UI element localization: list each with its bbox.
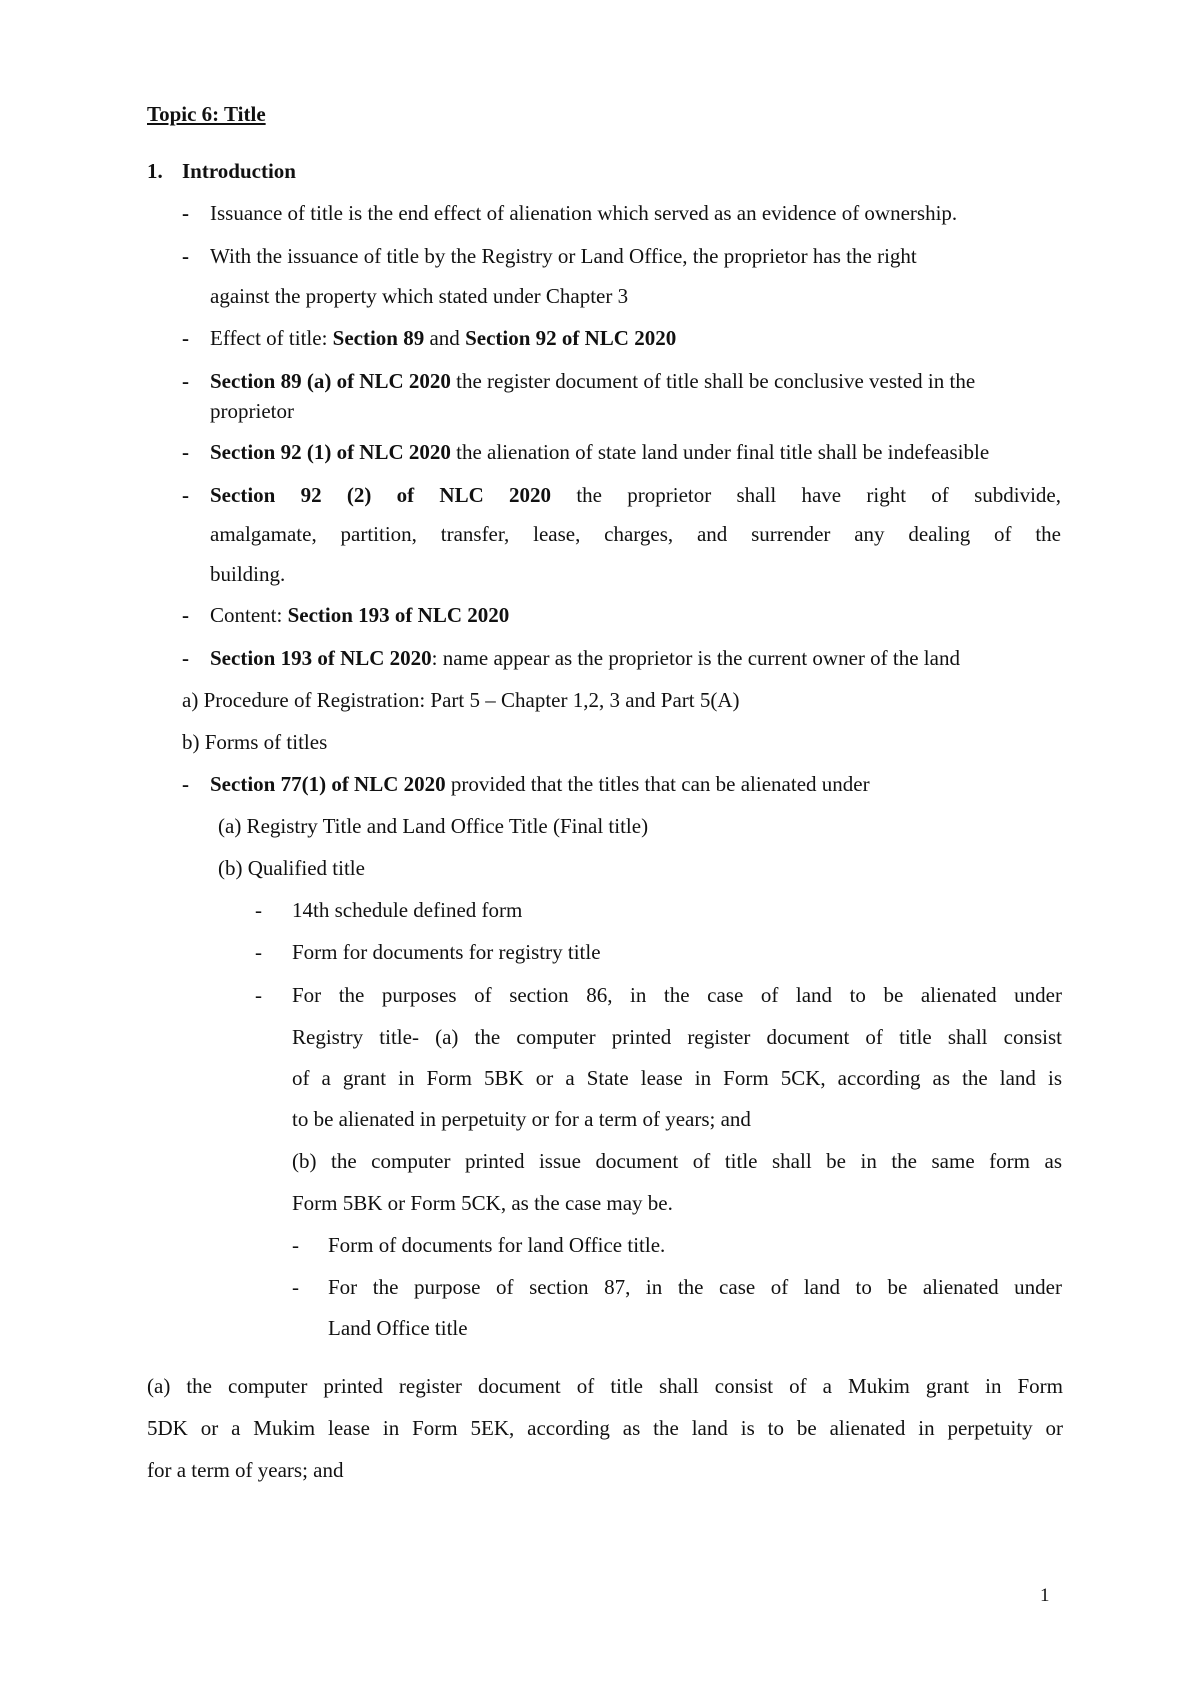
bullet-text: against the property which stated under Chapter 3 [210, 284, 629, 308]
bullet-text: Effect of title: Section 89 and Section 92 of NLC 2020 [210, 326, 677, 350]
bullet-text: Issuance of title is the end effect of alienation which served as an evidence of ownership. [210, 201, 958, 225]
paragraph-line: 5DK or a Mukim lease in Form 5EK, according as the land is to be alienated in perpetuity or [147, 1416, 1063, 1440]
list-item-a: a) Procedure of Registration: Part 5 – Chapter 1,2, 3 and Part 5(A) [182, 688, 740, 712]
sub-bullet-text: Form 5BK or Form 5CK, as the case may be. [292, 1191, 673, 1215]
bullet-dash: - [182, 201, 189, 225]
bullet-text: Section 92 (1) of NLC 2020 the alienation of state land under final title shall be indefeasible [210, 440, 990, 464]
paragraph-line: for a term of years; and [147, 1458, 344, 1482]
bullet-dash: - [182, 483, 189, 507]
bullet-dash: - [182, 772, 189, 796]
sub-bullet-text: of a grant in Form 5BK or a State lease in Form 5CK, according as the land is [292, 1066, 1062, 1090]
section-number: 1. [147, 159, 163, 183]
sub-sub-bullet-dash: - [292, 1233, 299, 1257]
sub-bullet-dash: - [255, 898, 262, 922]
bullet-dash: - [182, 646, 189, 670]
sub-bullet-text: (b) the computer printed issue document of title shall be in the same form as [292, 1149, 1062, 1173]
sub-item-b: (b) Qualified title [218, 856, 365, 880]
sub-sub-bullet-text: Form of documents for land Office title. [328, 1233, 666, 1257]
bullet-text: Section 193 of NLC 2020: name appear as the proprietor is the current owner of the land [210, 646, 960, 670]
sub-bullet-text: to be alienated in perpetuity or for a term of years; and [292, 1107, 751, 1131]
paragraph-line: (a) the computer printed register document of title shall consist of a Mukim grant in Form [147, 1374, 1063, 1398]
bullet-text: Section 92 (2) of NLC 2020 the proprietor shall have right of subdivide, [210, 483, 1061, 507]
sub-item-a: (a) Registry Title and Land Office Title (Final title) [218, 814, 649, 838]
sub-bullet-text: Registry title- (a) the computer printed register document of title shall consist [292, 1025, 1062, 1049]
section-heading: Introduction [182, 159, 296, 183]
bullet-text: amalgamate, partition, transfer, lease, charges, and surrender any dealing of the [210, 522, 1061, 546]
sub-bullet-text: 14th schedule defined form [292, 898, 523, 922]
sub-sub-bullet-text: For the purpose of section 87, in the case of land to be alienated under [328, 1275, 1062, 1299]
bullet-text: Section 77(1) of NLC 2020 provided that the titles that can be alienated under [210, 772, 870, 796]
bullet-dash: - [182, 440, 189, 464]
page-title: Topic 6: Title [147, 102, 266, 126]
sub-bullet-dash: - [255, 940, 262, 964]
bullet-dash: - [182, 369, 189, 393]
sub-bullet-dash: - [255, 983, 262, 1007]
bullet-dash: - [182, 244, 189, 268]
sub-bullet-text: Form for documents for registry title [292, 940, 601, 964]
bullet-text: Content: Section 193 of NLC 2020 [210, 603, 510, 627]
bullet-text: Section 89 (a) of NLC 2020 the register document of title shall be conclusive vested in the [210, 369, 976, 393]
list-item-b: b) Forms of titles [182, 730, 328, 754]
sub-sub-bullet-text: Land Office title [328, 1316, 468, 1340]
bullet-text: building. [210, 562, 286, 586]
page-number: 1 [1040, 1585, 1050, 1606]
bullet-dash: - [182, 326, 189, 350]
sub-sub-bullet-dash: - [292, 1275, 299, 1299]
bullet-text: proprietor [210, 399, 294, 423]
sub-bullet-text: For the purposes of section 86, in the case of land to be alienated under [292, 983, 1062, 1007]
bullet-dash: - [182, 603, 189, 627]
bullet-text: With the issuance of title by the Registry or Land Office, the proprietor has the right [210, 244, 917, 268]
